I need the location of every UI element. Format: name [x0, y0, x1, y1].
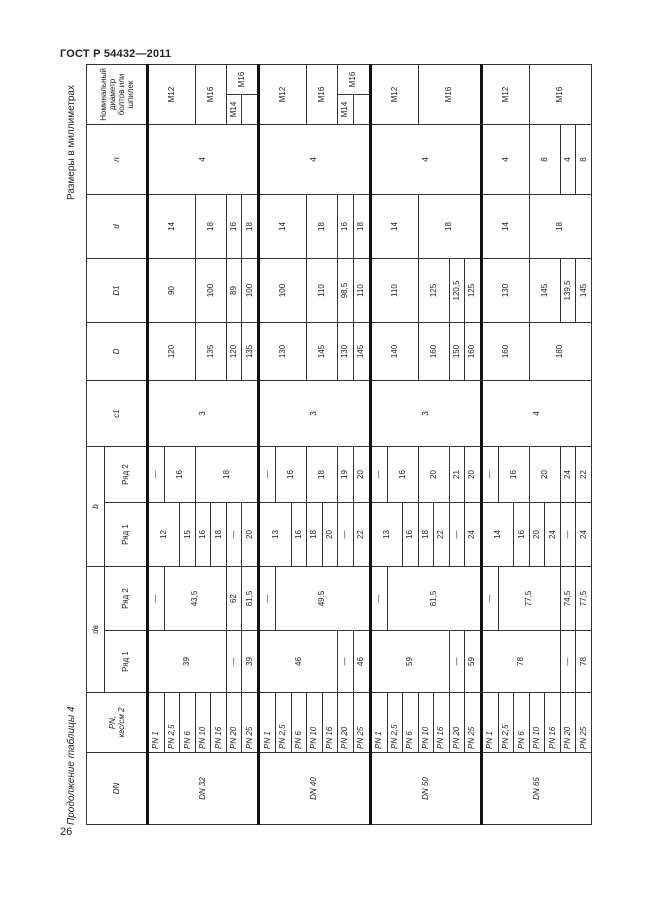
table-cell: M12 [481, 64, 529, 124]
table-cell: 90 [148, 258, 196, 322]
table-cell: 130 [481, 258, 529, 322]
table-cell: 110 [370, 258, 418, 322]
table-cell: 100 [195, 258, 226, 322]
table-cell: PN 1 [259, 693, 276, 753]
table-cell: — [226, 503, 242, 567]
header-b-row1: Ряд 1 [105, 503, 148, 567]
table-cell: PN 10 [195, 693, 211, 753]
header-b-row2: Ряд 2 [105, 446, 148, 502]
table-cell: 20 [529, 446, 560, 502]
header-D1: D1 [87, 258, 148, 322]
table-cell: 22 [353, 503, 370, 567]
header-dv-row2: Ряд 2 [105, 567, 148, 631]
table-cell: 110 [353, 258, 370, 322]
table-cell: PN 10 [418, 693, 434, 753]
table-cell: PN 2,5 [164, 693, 180, 753]
table-cell: 16 [291, 503, 307, 567]
table-cell: PN 16 [434, 693, 450, 753]
table-cell: PN 25 [242, 693, 259, 753]
table-cell: DN 50 [370, 753, 481, 825]
header-dv: dв [87, 567, 105, 693]
units-note: Размеры в миллиметрах [66, 85, 77, 200]
table-cell: PN 2,5 [276, 693, 292, 753]
table-cell: 18 [195, 194, 226, 258]
rotated-table-block [66, 68, 592, 825]
table-cell: PN 6 [180, 693, 196, 753]
table-cell: 125 [418, 258, 449, 322]
table-cell: 20 [322, 503, 338, 567]
table-cell: DN 40 [259, 753, 370, 825]
table-cell: — [259, 446, 276, 502]
document-header: ГОСТ Р 54432—2011 [60, 48, 172, 60]
table-cell: M14 [226, 94, 242, 124]
table-cell: PN 16 [322, 693, 338, 753]
table-cell: 139,5 [560, 258, 576, 322]
header-n: n [87, 124, 148, 194]
table-cell: 14 [148, 194, 196, 258]
table-cell: — [560, 503, 576, 567]
table-cell: 18 [195, 446, 258, 502]
table-cell: 18 [418, 194, 481, 258]
table-cell: 145 [307, 322, 338, 380]
table-cell: 14 [481, 503, 513, 567]
table-cell: 145 [529, 258, 560, 322]
header-c1: c1 [87, 380, 148, 446]
table-cell: PN 2,5 [387, 693, 403, 753]
table-cell: M16 [226, 64, 258, 94]
table-cell: 22 [434, 503, 450, 567]
table-cell: 59 [465, 631, 482, 693]
table-cell: 160 [418, 322, 449, 380]
table-cell: 62 [226, 567, 242, 631]
table-cell: 130 [259, 322, 307, 380]
table-cell: PN 25 [465, 693, 482, 753]
table-cell: 39 [148, 631, 227, 693]
table-cell: PN 20 [338, 693, 354, 753]
table-cell: 145 [353, 322, 370, 380]
table-cell: 39 [242, 631, 259, 693]
table-cell: 14 [481, 194, 529, 258]
table-cell: 49,5 [276, 567, 370, 631]
table-cell: 16 [164, 446, 195, 502]
table-cell: PN 20 [449, 693, 465, 753]
table-cell: 100 [242, 258, 259, 322]
table-cell: 4 [259, 124, 370, 194]
table-cell: 46 [259, 631, 338, 693]
table-cell: 8 [529, 124, 560, 194]
flange-dimensions-table [86, 64, 592, 825]
table-cell: M16 [195, 64, 226, 124]
table-cell: M14 [338, 94, 354, 124]
table-cell: 98,5 [338, 258, 354, 322]
table-cell: 77,5 [576, 567, 592, 631]
table-cell: 18 [307, 446, 338, 502]
table-cell: 135 [195, 322, 226, 380]
table-cell: PN 20 [560, 693, 576, 753]
table-cell: 100 [259, 258, 307, 322]
table-cell: — [370, 567, 387, 631]
table-cell: — [449, 631, 465, 693]
table-cell: — [481, 446, 498, 502]
table-cell: PN 16 [211, 693, 227, 753]
table-cell: 120,5 [449, 258, 465, 322]
table-cell: 15 [180, 503, 196, 567]
table-cell [242, 94, 259, 124]
table-cell: 59 [370, 631, 449, 693]
table-cell: PN 10 [307, 693, 323, 753]
table-cell: — [560, 631, 576, 693]
table-cell: 46 [353, 631, 370, 693]
table-cell: 3 [259, 380, 370, 446]
table-cell: PN 25 [576, 693, 592, 753]
table-cell: 78 [576, 631, 592, 693]
table-cell: 16 [514, 503, 530, 567]
table-cell: 3 [148, 380, 259, 446]
table-cell: 12 [148, 503, 180, 567]
header-dn: DN [87, 753, 148, 825]
table-row [481, 64, 498, 824]
table-cell: 18 [242, 194, 259, 258]
table-cell: 120 [148, 322, 196, 380]
table-cell: 150 [449, 322, 465, 380]
table-cell: 120 [226, 322, 242, 380]
table-cell: M12 [370, 64, 418, 124]
table-cell: PN 6 [403, 693, 419, 753]
table-cell: 19 [338, 446, 354, 502]
table-cell: 13 [370, 503, 402, 567]
table-cell: PN 16 [545, 693, 561, 753]
table-cell: 16 [226, 194, 242, 258]
table-cell: 160 [465, 322, 482, 380]
table-cell: — [481, 567, 498, 631]
table-cell [353, 94, 370, 124]
table-cell: 18 [307, 503, 323, 567]
table-cell: 78 [481, 631, 560, 693]
table-cell: 20 [242, 503, 259, 567]
table-cell: M16 [529, 64, 591, 124]
table-cell: 4 [560, 124, 576, 194]
table-cell: 8 [576, 124, 592, 194]
page-number: 26 [60, 826, 73, 838]
table-cell: — [449, 503, 465, 567]
table-cell: 16 [338, 194, 354, 258]
table-cell: 110 [307, 258, 338, 322]
table-cell: M12 [148, 64, 196, 124]
table-cell: 130 [338, 322, 354, 380]
table-cell: — [338, 631, 354, 693]
table-row [148, 64, 165, 824]
table-cell: PN 2,5 [498, 693, 514, 753]
header-pn: PN, кгс/см 2 [87, 693, 148, 753]
table-cell: 16 [387, 446, 418, 502]
table-cell: 24 [465, 503, 482, 567]
table-cell: M12 [259, 64, 307, 124]
table-cell: DN 32 [148, 753, 259, 825]
table-cell: 20 [529, 503, 545, 567]
table-cell: — [226, 631, 242, 693]
table-cell: 160 [481, 322, 529, 380]
table-cell: PN 6 [291, 693, 307, 753]
table-cell: PN 1 [370, 693, 387, 753]
table-cell: 24 [560, 446, 576, 502]
table-cell: — [259, 567, 276, 631]
table-cell: 14 [259, 194, 307, 258]
table-cell: 14 [370, 194, 418, 258]
table-cell: 21 [449, 446, 465, 502]
header-bolt-diameter: Номинальный диаметр болтов или шпилек [87, 64, 148, 124]
table-cell: DN 65 [481, 753, 591, 825]
table-cell: 89 [226, 258, 242, 322]
table-cell: PN 6 [514, 693, 530, 753]
table-cell: 77,5 [498, 567, 560, 631]
table-cell: 74,5 [560, 567, 576, 631]
table-cell: 16 [403, 503, 419, 567]
table-cell: M16 [338, 64, 370, 94]
table-cell: 18 [529, 194, 591, 258]
table-cell: PN 10 [529, 693, 545, 753]
table-cell: 61,5 [242, 567, 259, 631]
table-cell: 16 [498, 446, 529, 502]
table-cell: M16 [418, 64, 481, 124]
table-cell: PN 20 [226, 693, 242, 753]
table-cell: 18 [418, 503, 434, 567]
table-cell: 18 [307, 194, 338, 258]
table-cell: 24 [545, 503, 561, 567]
table-cell: 135 [242, 322, 259, 380]
table-cell: 43,5 [164, 567, 226, 631]
table-cell: 20 [353, 446, 370, 502]
table-cell: 18 [353, 194, 370, 258]
table-row [259, 64, 276, 824]
table-cell: 180 [529, 322, 591, 380]
table-cell: — [338, 503, 354, 567]
table-cell: 22 [576, 446, 592, 502]
table-cell: 18 [211, 503, 227, 567]
table-cell: 61,5 [387, 567, 481, 631]
table-cell: — [148, 567, 165, 631]
table-cell: 4 [148, 124, 259, 194]
table-cell: 125 [465, 258, 482, 322]
header-D: D [87, 322, 148, 380]
table-cell: 145 [576, 258, 592, 322]
table-cell: PN 1 [481, 693, 498, 753]
table-caption: Продолжение таблицы 4 [66, 706, 77, 825]
table-cell: 3 [370, 380, 481, 446]
table-cell: 4 [481, 124, 529, 194]
table-row [370, 64, 387, 824]
table-cell: 13 [259, 503, 291, 567]
header-d: d [87, 194, 148, 258]
table-cell: 140 [370, 322, 418, 380]
table-cell: 20 [465, 446, 482, 502]
header-dv-row1: Ряд 1 [105, 631, 148, 693]
table-cell: 16 [276, 446, 307, 502]
table-cell: — [148, 446, 165, 502]
table-cell: M16 [307, 64, 338, 124]
table-cell: PN 1 [148, 693, 165, 753]
table-cell: — [370, 446, 387, 502]
header-b: b [87, 446, 105, 566]
table-cell: 4 [481, 380, 591, 446]
table-cell: 20 [418, 446, 449, 502]
table-cell: 4 [370, 124, 481, 194]
table-cell: 16 [195, 503, 211, 567]
table-cell: PN 25 [353, 693, 370, 753]
table-cell: 24 [576, 503, 592, 567]
